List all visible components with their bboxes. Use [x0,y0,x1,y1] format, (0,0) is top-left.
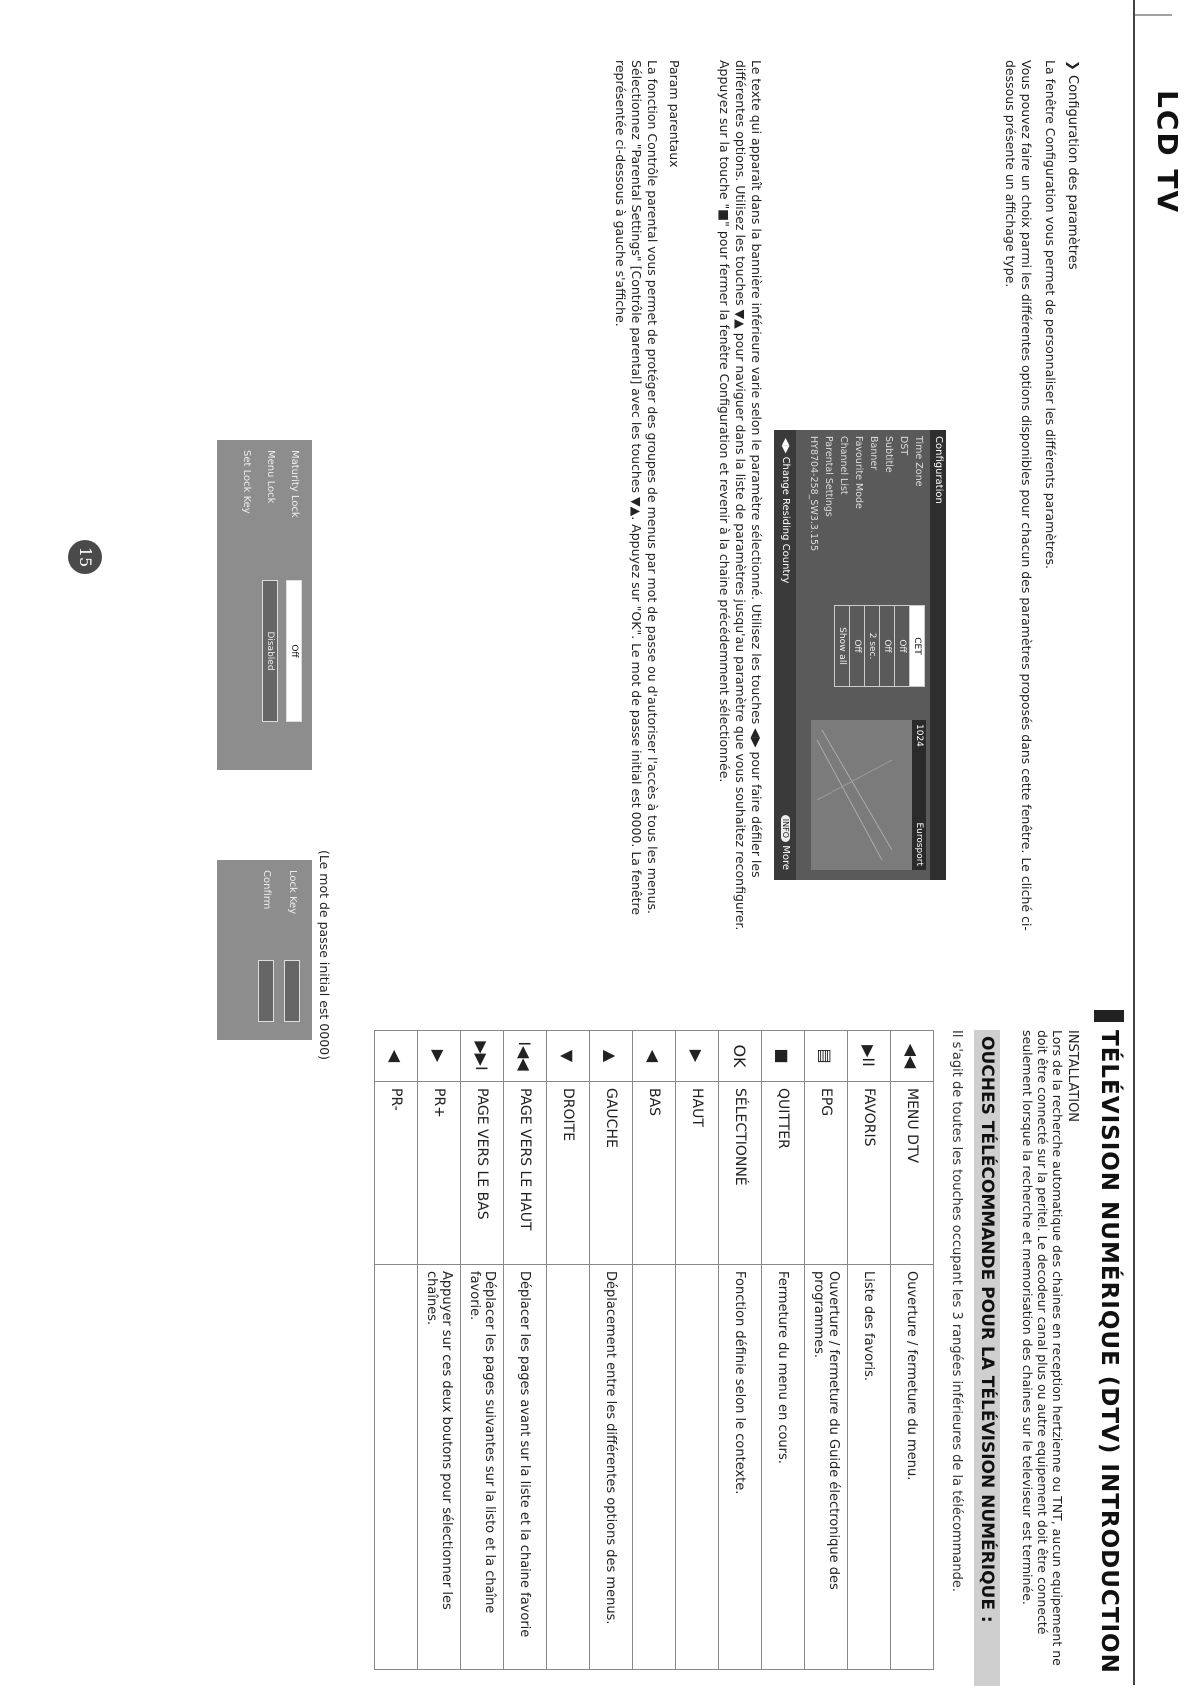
config-row-label: HY8704-258_SW3.3.155 [808,436,819,552]
parental-text: La fonction Contrôle parental vous permet de protéger des groupes de menus par mot de passe ou d'autoriser l'accès à tous les menus. Sélectionnez "Parental Settings" [Contrôle parental] avec les touches ▼▲. Appuyez sur "OK". Le mot de passe initial est 0000. La fenêtre représentée ci-dessous à gauche s'affiche. [613,60,660,916]
lock-menu-screen [217,440,312,770]
lock-key-screen [217,860,312,1040]
lock-row-2-value[interactable]: Disabled [262,580,278,722]
lock-row-3-label: Set Lock Key [241,450,252,514]
key-name: PAGE VERS LE BAS [461,1082,504,1265]
installation-heading: INSTALLATION [1065,1030,1080,1123]
config-row-value[interactable]: Off [879,605,895,687]
info-badge-icon: INFO [781,815,790,842]
configuration-screen [774,430,946,880]
lock-key-label: Lock Key [287,870,298,915]
key-description: Déplacement entre les différentes options des menus. [590,1265,633,1670]
config-row-label: Channel List [838,436,849,495]
key-description: Appuyer sur ces deux boutons pour sélectionner les chaînes. [418,1265,461,1670]
page-number-right: 15 [68,540,102,574]
installation-block [1020,1030,1080,1680]
preview-channel-name: Eurosport [914,822,924,866]
more-label: More [780,845,791,870]
config-row-label: Parental Settings [823,436,834,517]
brand-title: LCD TV [1151,90,1184,215]
key-icon: ■ [762,1031,805,1082]
banner-explanation: Le texte qui apparaît dans la bannière inférieure varie selon le paramètre sélectionné. Utilisez les touches ◀▶ pour faire défiler les différentes options. Utilisez les touches ▼▲ pour naviguer dans la liste de paramètres jusqu'au paramètre que vous souhaitez reconfigurer. Appuyez sur la touche "■" pour fermer la fenêtre Configuration et revenir à la chaine précédemment sélectionnée. [717,60,764,931]
key-row [762,1031,805,1670]
key-icon: ▲ [590,1031,633,1082]
section-banner: OUCHES TÉLÉCOMMANDE POUR LA TÉLÉVISION NUMÉRIQUE : [974,1030,1000,1686]
key-name: BAS [633,1082,676,1265]
key-description: Fonction définie selon le contexte. [719,1265,762,1670]
key-row [461,1031,504,1670]
preview-bar [912,720,926,870]
config-paragraph-2: Vous pouvez faire un choix parmi les différentes options disponibles pour chacun des paramètres proposés dans cette fenêtre. Le cliché ci-dessous présente un affichage type. [1003,60,1034,931]
page-title: TÉLÉVISION NUMÉRIQUE (DTV) INTRODUCTION [1096,1030,1122,1674]
config-row-label: Banner [868,436,879,471]
config-row-label: Time Zone [913,436,924,487]
key-name: GAUCHE [590,1082,633,1265]
key-row [547,1031,590,1670]
chevron-right-icon: ❯ [1065,60,1080,71]
key-name: EPG [805,1082,848,1265]
key-name: QUITTER [762,1082,805,1265]
key-row [891,1031,934,1670]
key-row [504,1031,547,1670]
title-marker [1094,1010,1124,1022]
key-icon: ◀◀ [891,1031,934,1082]
key-description: Ouverture / fermeture du Guide électronique des programmes. [805,1265,848,1670]
screen-footer [774,430,796,880]
key-icon: ▶▶I [461,1031,504,1082]
config-row-value[interactable]: Off [894,605,910,687]
arrow-icons: ◀▶ [780,438,791,457]
key-icon: ◀ [375,1031,418,1082]
key-name: FAVORIS [848,1082,891,1265]
config-row-value[interactable]: Off [849,605,865,687]
key-row [590,1031,633,1670]
preview-channel-number: 1024 [914,724,924,747]
key-icon: ▶ [418,1031,461,1082]
key-name: PAGE VERS LE HAUT [504,1082,547,1265]
section-subtitle: Il s'agit de toutes les touches occupant les 3 rangées inférieures de la télécommande. [949,1030,964,1592]
key-name: MENU DTV [891,1082,934,1265]
config-row-label: Favourite Mode [853,436,864,509]
key-icon: ▤ [805,1031,848,1082]
key-name: SÉLECTIONNÉ [719,1082,762,1265]
config-paragraph-1: La fenêtre Configuration vous permet de personnaliser les différents paramètres. [1043,60,1058,569]
key-row [719,1031,762,1670]
page-header [1132,0,1192,1685]
footer-more [774,815,796,870]
lock-row-1-label: Maturity Lock [289,450,300,518]
key-description [633,1265,676,1670]
key-name: HAUT [676,1082,719,1265]
key-description [676,1265,719,1670]
config-row-label: DST [898,436,909,456]
key-icon: I◀◀ [504,1031,547,1082]
key-description: Ouverture / fermeture du menu. [891,1265,934,1670]
key-row [805,1031,848,1670]
key-row [848,1031,891,1670]
key-description: Déplacer les pages avant sur la liste et la chaine favorie [504,1265,547,1670]
key-row [676,1031,719,1670]
password-note: (Le mot de passe initial est 0000) [317,850,332,1060]
key-name: DROITE [547,1082,590,1265]
config-heading-text: Configuration des paramètres [1065,75,1080,270]
key-description [547,1265,590,1670]
config-row-label: Subtitle [883,436,894,473]
lock-row-2-label: Menu Lock [265,450,276,504]
remote-keys-table [374,1030,934,1670]
footer-text: Change Residing Country [780,456,791,584]
key-description [375,1265,418,1670]
header-divider [1132,0,1192,1685]
channel-preview [811,720,926,870]
key-icon: ▶II [848,1031,891,1082]
installation-text: Lors de la recherche automatique des chaines en reception hertzienne ou TNT, aucun equipement ne doit être connecté sur la peritel. Le decodeur canal plus ou autre equipement doit être connecté seulement lorsque la recherche et memorisation des chaines sur le televiseur est terminée. [1020,1030,1065,1666]
config-row-value[interactable]: Show all [834,605,850,687]
key-row [418,1031,461,1670]
key-row [375,1031,418,1670]
key-icon: OK [719,1031,762,1082]
config-heading [1065,60,1080,270]
key-name: PR- [375,1082,418,1265]
key-icon: ▶ [676,1031,719,1082]
config-row-value[interactable]: CET [909,605,925,687]
key-description: Liste des favoris. [848,1265,891,1670]
key-description: Fermeture du menu en cours. [762,1265,805,1670]
lock-row-1-value[interactable]: Off [286,580,302,722]
config-row-value[interactable]: 2 sec. [864,605,880,687]
confirm-label: Confirm [261,870,272,910]
key-row [633,1031,676,1670]
key-icon: ▼ [547,1031,590,1082]
key-name: PR+ [418,1082,461,1265]
key-description: Déplacer les pages suivantes sur la listo et la chaîne favorie. [461,1265,504,1670]
lock-key-input[interactable] [284,960,300,1022]
key-icon: ◀ [633,1031,676,1082]
parental-heading: Param parentaux [667,60,682,168]
screen-header: Configuration [930,430,946,880]
preview-image [811,720,912,870]
confirm-input[interactable] [258,960,274,1022]
